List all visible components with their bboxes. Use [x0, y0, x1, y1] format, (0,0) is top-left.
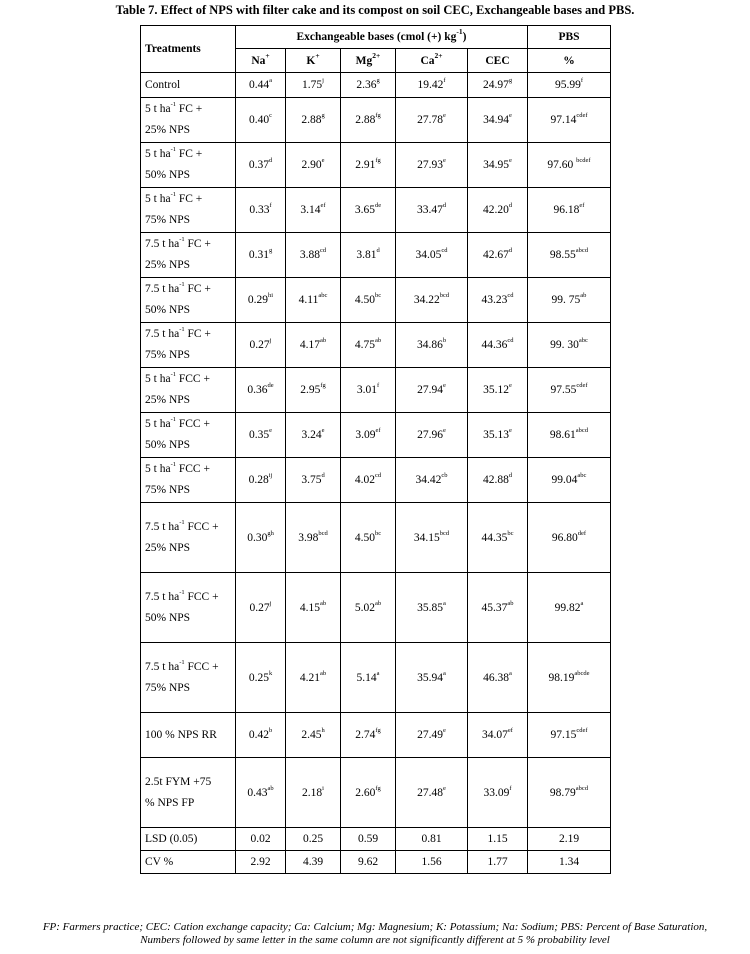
- col-header-k: K+: [286, 49, 341, 73]
- treatment-cell: 5 t $ha^{-1}$ FCC + 25% NPS: [141, 368, 236, 413]
- value-cell: 4.75$^{ab}$: [341, 323, 396, 368]
- treatment-cell: 7.5 t $ha^{-1}$ FC + 50% NPS: [141, 278, 236, 323]
- value-cell: 2.45$^h$: [286, 713, 341, 758]
- value-cell: 5.02$^{ab}$: [341, 573, 396, 643]
- value-cell: $97.55^{cdef}$: [528, 368, 611, 413]
- value-cell: $97.15^{cdef}$: [528, 713, 611, 758]
- table-row: [141, 323, 611, 368]
- value-cell: 1.15: [468, 828, 528, 851]
- treatment-cell: 5 t $ha^{-1}$ FC + 75% NPS: [141, 188, 236, 233]
- value-cell: 27.94e: [396, 368, 468, 413]
- treatment-cell: 2.5t FYM +75 % NPS FP: [141, 758, 236, 828]
- value-cell: 2.19: [528, 828, 611, 851]
- value-cell: $97.14^{cdef}$: [528, 98, 611, 143]
- value-cell: 96.80$^{def}$: [528, 503, 611, 573]
- value-cell: 95.99$^f$: [528, 73, 611, 98]
- value-cell: 2.95$^{fg}$: [286, 368, 341, 413]
- treatment-cell: Control: [141, 73, 236, 98]
- treatment-cell: 5 t $ha^{-1}$ FC + 50% NPS: [141, 143, 236, 188]
- value-cell: 35.12e: [468, 368, 528, 413]
- treatment-cell: 5 t $ha^{-1}$ FCC + 75% NPS: [141, 458, 236, 503]
- value-cell: 44.36$^{cd}$: [468, 323, 528, 368]
- value-cell: 0.40$^c$: [236, 98, 286, 143]
- table-title: Table 7. Effect of NPS with filter cake and its compost on soil CEC, Exchangeable bases and PBS.: [115, 3, 635, 17]
- value-cell: 34.42$^{cb}$: [396, 458, 468, 503]
- value-cell: 4.39: [286, 851, 341, 874]
- table-row: [141, 758, 611, 828]
- value-cell: 0.59: [341, 828, 396, 851]
- value-cell: 34.95e: [468, 143, 528, 188]
- value-cell: 3.14$^{ef}$: [286, 188, 341, 233]
- treatment-cell: 100 % NPS RR: [141, 713, 236, 758]
- value-cell: 2.92: [236, 851, 286, 874]
- value-cell: 35.85$^a$: [396, 573, 468, 643]
- value-cell: 27.49e: [396, 713, 468, 758]
- table-row: [141, 143, 611, 188]
- value-cell: 0.25: [286, 828, 341, 851]
- treatment-cell: 5 t $ha^{-1}$ FC + 25% NPS: [141, 98, 236, 143]
- value-cell: 34.05$^{cd}$: [396, 233, 468, 278]
- value-cell: 27.96e: [396, 413, 468, 458]
- value-cell: 0.35e: [236, 413, 286, 458]
- value-cell: 35.94$^a$: [396, 643, 468, 713]
- value-cell: 1.56: [396, 851, 468, 874]
- value-cell: 4.11$^{abc}$: [286, 278, 341, 323]
- value-cell: 0.42$^b$: [236, 713, 286, 758]
- value-cell: 2.74$^{fg}$: [341, 713, 396, 758]
- table-row: [141, 188, 611, 233]
- value-cell: 99. $75^{ab}$: [528, 278, 611, 323]
- value-cell: 4.17$^{ab}$: [286, 323, 341, 368]
- table-row: [141, 413, 611, 458]
- value-cell: 2.60$^{fg}$: [341, 758, 396, 828]
- value-cell: 34.94e: [468, 98, 528, 143]
- table-row: [141, 98, 611, 143]
- value-cell: 0.37$^d$: [236, 143, 286, 188]
- value-cell: 42.20$^d$: [468, 188, 528, 233]
- value-cell: 9.62: [341, 851, 396, 874]
- value-cell: 3.09$^{ef}$: [341, 413, 396, 458]
- value-cell: 19.42$^f$: [396, 73, 468, 98]
- value-cell: 0.44$^a$: [236, 73, 286, 98]
- footnote-line-1: FP: Farmers practice; CEC: Cation exchange capacity; Ca: Calcium; Mg: Magnesium; K: Potassium; Na: Sodium; PBS: Percent of Base Saturation,: [42, 921, 708, 933]
- value-cell: 43.23$^{cd}$: [468, 278, 528, 323]
- value-cell: 2.90e: [286, 143, 341, 188]
- value-cell: 42.67$^d$: [468, 233, 528, 278]
- value-cell: 27.78e: [396, 98, 468, 143]
- value-cell: $98.61^{abcd}$: [528, 413, 611, 458]
- value-cell: 34.15$^{bcd}$: [396, 503, 468, 573]
- value-cell: 34.22$^{bcd}$: [396, 278, 468, 323]
- header-row-1: [141, 26, 611, 49]
- value-cell: 27.48e: [396, 758, 468, 828]
- value-cell: 0.31$^g$: [236, 233, 286, 278]
- value-cell: 5.14$^a$: [341, 643, 396, 713]
- value-cell: 33.09$^f$: [468, 758, 528, 828]
- value-cell: $98.55^{abcd}$: [528, 233, 611, 278]
- value-cell: 3.75$^d$: [286, 458, 341, 503]
- value-cell: 2.88$^g$: [286, 98, 341, 143]
- exchangeable-bases-header: Exchangeable bases (cmol (+) $kg^{-1}$): [236, 26, 528, 49]
- value-cell: 2.36$^g$: [341, 73, 396, 98]
- treatment-cell: 7.5 t $ha^{-1}$ FCC + 75% NPS: [141, 643, 236, 713]
- value-cell: 4.50$^{bc}$: [341, 503, 396, 573]
- value-cell: 46.38$^a$: [468, 643, 528, 713]
- col-header-ca: $Ca^{2+}$: [396, 49, 468, 73]
- value-cell: 0.43$^{ab}$: [236, 758, 286, 828]
- pbs-unit-header: %: [528, 49, 611, 73]
- value-cell: 4.02$^{cd}$: [341, 458, 396, 503]
- value-cell: 0.27$^j$: [236, 323, 286, 368]
- value-cell: 33.47$^d$: [396, 188, 468, 233]
- value-cell: 99. $30^{abc}$: [528, 323, 611, 368]
- treatments-header: Treatments: [141, 26, 236, 73]
- value-cell: 99.04$^{abc}$: [528, 458, 611, 503]
- value-cell: 34.86$^b$: [396, 323, 468, 368]
- table-row: [141, 573, 611, 643]
- table-row: [141, 503, 611, 573]
- table-row: [141, 368, 611, 413]
- treatment-cell: 5 t $ha^{-1}$ FCC + 50% NPS: [141, 413, 236, 458]
- value-cell: $0.29^{hi}$: [236, 278, 286, 323]
- value-cell: 0.33$^f$: [236, 188, 286, 233]
- value-cell: 97.60 $^{bcdef}$: [528, 143, 611, 188]
- value-cell: 34.07$^{ef}$: [468, 713, 528, 758]
- table-row: [141, 73, 611, 98]
- value-cell: 4.50$^{bc}$: [341, 278, 396, 323]
- value-cell: 2.91$^{fg}$: [341, 143, 396, 188]
- value-cell: $98.79^{abcd}$: [528, 758, 611, 828]
- table-row: [141, 828, 611, 851]
- table-row: [141, 713, 611, 758]
- value-cell: 3.01$^f$: [341, 368, 396, 413]
- data-table: [140, 25, 611, 874]
- table-row: [141, 458, 611, 503]
- value-cell: 4.21$^{ab}$: [286, 643, 341, 713]
- value-cell: 0.02: [236, 828, 286, 851]
- value-cell: 99.82$^a$: [528, 573, 611, 643]
- pbs-header: PBS: [528, 26, 611, 49]
- value-cell: 1.77: [468, 851, 528, 874]
- table-row: [141, 278, 611, 323]
- value-cell: 4.15$^{ab}$: [286, 573, 341, 643]
- treatment-cell: 7.5 t $ha^{-1}$ FC + 25% NPS: [141, 233, 236, 278]
- value-cell: 2.88$^{fg}$: [341, 98, 396, 143]
- value-cell: 0.25$^k$: [236, 643, 286, 713]
- table-row: [141, 643, 611, 713]
- value-cell: 3.65de: [341, 188, 396, 233]
- value-cell: 3.81$^d$: [341, 233, 396, 278]
- value-cell: 3.98$^{bcd}$: [286, 503, 341, 573]
- value-cell: 1.34: [528, 851, 611, 874]
- value-cell: 0.36de: [236, 368, 286, 413]
- value-cell: $98.19^{abcde}$: [528, 643, 611, 713]
- value-cell: 0.81: [396, 828, 468, 851]
- col-header-mg: $Mg^{2+}$: [341, 49, 396, 73]
- value-cell: 1.75$^j$: [286, 73, 341, 98]
- table-row: [141, 233, 611, 278]
- treatment-cell: LSD (0.05): [141, 828, 236, 851]
- col-header-cec: CEC: [468, 49, 528, 73]
- value-cell: 44.35$^{bc}$: [468, 503, 528, 573]
- footnote-line-2: Numbers followed by same letter in the same column are not significantly different at 5 % probability level: [140, 934, 610, 946]
- value-cell: 24.97$^g$: [468, 73, 528, 98]
- treatment-cell: CV %: [141, 851, 236, 874]
- table-body: [141, 73, 611, 874]
- treatment-cell: 7.5 t $ha^{-1}$ FCC + 50% NPS: [141, 573, 236, 643]
- value-cell: 27.93e: [396, 143, 468, 188]
- value-cell: 2.18$^i$: [286, 758, 341, 828]
- treatment-cell: 7.5 t $ha^{-1}$ FCC + 25% NPS: [141, 503, 236, 573]
- value-cell: $0.28^{ij}$: [236, 458, 286, 503]
- value-cell: 96.18$^{ef}$: [528, 188, 611, 233]
- col-header-na: Na+: [236, 49, 286, 73]
- value-cell: 0.27$^j$: [236, 573, 286, 643]
- value-cell: 45.37$^{ab}$: [468, 573, 528, 643]
- treatment-cell: 7.5 t $ha^{-1}$ FC + 75% NPS: [141, 323, 236, 368]
- value-cell: 0.30$^{gh}$: [236, 503, 286, 573]
- value-cell: 35.13e: [468, 413, 528, 458]
- value-cell: 3.88$^{cd}$: [286, 233, 341, 278]
- value-cell: 3.24e: [286, 413, 341, 458]
- value-cell: 42.88$^d$: [468, 458, 528, 503]
- table-row: [141, 851, 611, 874]
